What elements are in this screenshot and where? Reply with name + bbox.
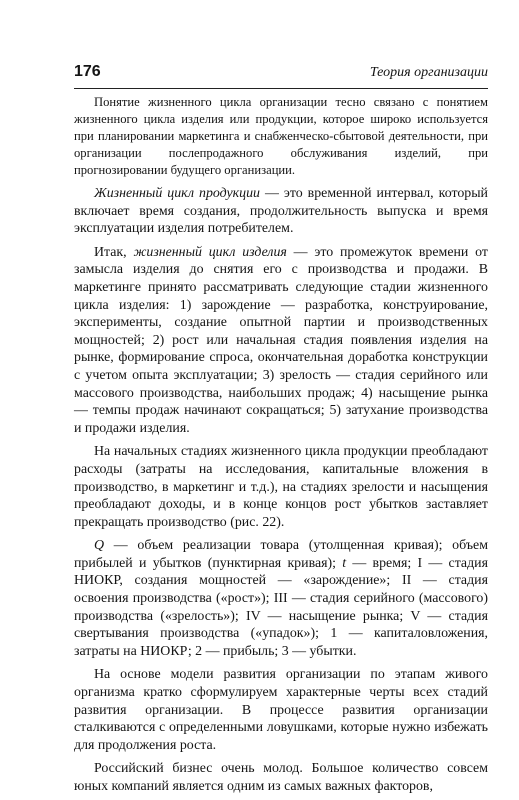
running-title: Теория организации: [369, 65, 488, 80]
paragraph-text: На основе модели развития организации по этапам живого организма кратко сформулируем характерные черты всех стадий развития организации. В процессе развития организации сталкиваются с определенными ловушками, которые нужно избежать для продолжения роста.: [74, 667, 488, 753]
paragraph-text: — это временной интервал, который включает время создания, продолжительность выпуска и время эксплуатации изделия потребителем.: [74, 186, 488, 237]
term: жизненный цикл изделия: [133, 244, 287, 260]
paragraph: [74, 94, 488, 179]
term: Q: [94, 538, 105, 554]
paragraph: [74, 666, 488, 754]
paragraph: [74, 760, 488, 795]
term: Жизненный цикл продукции: [94, 186, 260, 201]
paragraph-text: Российский бизнес очень молод. Большое количество совсем юных компаний является одним из самых важных факторов,: [74, 761, 488, 794]
body-text: [74, 94, 488, 796]
figure-legend: [74, 537, 488, 660]
term: t: [342, 555, 347, 571]
paragraph: [74, 443, 488, 531]
paragraph-lead: Итак,: [94, 244, 134, 260]
paragraph-text: — время; I — стадия НИОКР, создания мощностей — «зарождение»; II — стадия освоения производства («рост»); III — стадия серийного (массового) производства («зрелость»); IV — насыщение рынка; V — стадия свертывания производства («упадок»); 1 — капиталовложения, затраты на НИОКР; 2 — прибыль; 3 — убытки.: [74, 555, 488, 659]
page-header: [74, 62, 488, 84]
page-number: 176: [74, 63, 101, 80]
paragraph: [74, 185, 488, 238]
header-rule: [74, 88, 488, 89]
paragraph-text: Понятие жизненного цикла организации тесно связано с понятием жизненного цикла изделия или продукции, которое широко используется при планировании маркетинга и снабженческо-сбытовой деятельности, при организации послепродажного обслуживания изделий, при прогнозировании будущего организации.: [74, 95, 488, 177]
paragraph-text: — объем реализации товара (утолщенная кривая); объем прибылей и убытков (пунктирная кривая);: [74, 538, 488, 571]
paragraph-text: — это промежуток времени от замысла изделия до снятия его с производства и продажи. В маркетинге принято рассматривать следующие стадии жизненного цикла изделия: 1) зарождение — разработка, конструирование, эксперименты, создание опытной партии и производственных мощностей; 2) рост или начальная стадия появления изделия на рынке, формирование спроса, окончательная доработка конструкции с учетом опыта эксплуатации; 3) зрелость — стадия серийного или массового производства, наибольших продаж; 4) насыщение рынка — темпы продаж начинают сокращаться; 5) затухание производства и продажи изделия.: [74, 244, 488, 436]
paragraph-text: На начальных стадиях жизненного цикла продукции преобладают расходы (затраты на исследования, капитальные вложения в производство, в маркетинг и т.д.), на стадиях зрелости и насыщения преобладают доходы, и в конце концов рост убытков заставляет прекращать производство (рис. 22).: [74, 444, 488, 530]
paragraph: [74, 244, 488, 438]
